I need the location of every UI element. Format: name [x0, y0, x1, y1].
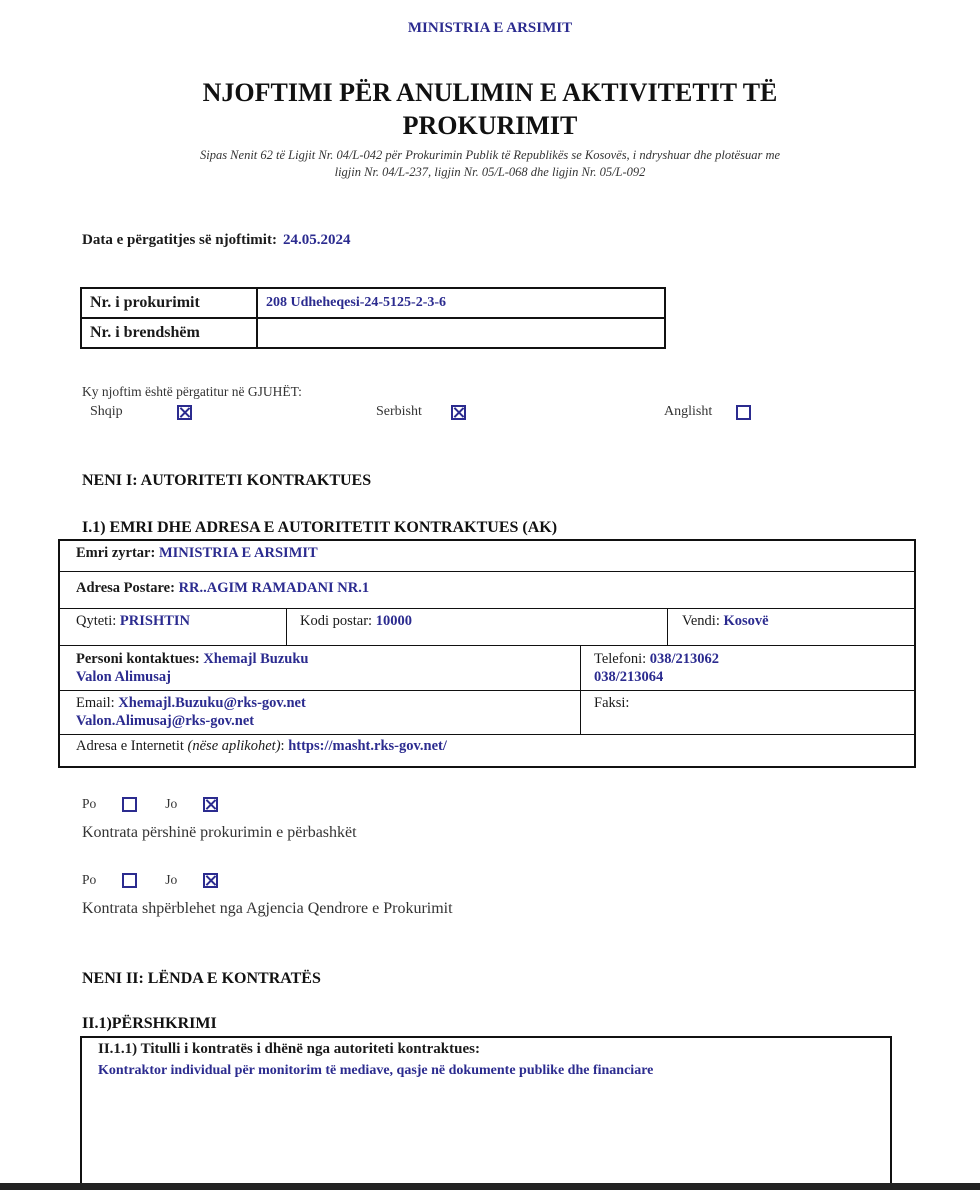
section-1-1-title: I.1) EMRI DHE ADRESA E AUTORITETIT KONTRAKTUES (AK) — [82, 519, 558, 536]
website-label: Adresa e Internetit — [76, 738, 184, 754]
central-po-checkbox[interactable] — [122, 873, 137, 888]
legal-basis-line-1: Sipas Nenit 62 të Ligjit Nr. 04/L-042 për Prokurimin Publik të Republikës se Kosovës, i ndryshuar dhe plotësuar me — [199, 148, 781, 162]
joint-jo-checkbox[interactable] — [203, 797, 218, 812]
contracting-authority-box — [58, 539, 916, 768]
procurement-number-value: 208 Udheheqesi-24-5125-2-3-6 — [257, 288, 665, 318]
country — [682, 613, 769, 630]
contact-row: Personi kontaktues: Xhemajl Buzuku Valon Alimusaj Telefoni: 038/213062 038/213064 — [60, 646, 914, 691]
document-title — [0, 76, 980, 142]
email-label: Email: — [76, 695, 115, 711]
internal-number-label: Nr. i brendshëm — [81, 318, 257, 348]
legal-basis — [80, 147, 900, 181]
language-english-label: Anglisht — [664, 404, 713, 419]
contract-title-label: II.1.1) Titulli i kontratës i dhënë nga autoriteti kontraktues: — [98, 1041, 480, 1057]
official-name-row: Emri zyrtar: MINISTRIA E ARSIMIT — [60, 541, 914, 572]
page-bottom-edge — [0, 1183, 980, 1190]
joint-procurement-options — [82, 796, 218, 812]
language-serbian — [376, 404, 466, 420]
procurement-number-table — [80, 287, 666, 349]
title-line-2: PROKURIMIT — [402, 111, 578, 140]
central-jo-label: Jo — [165, 872, 178, 887]
title-line-1: NJOFTIMI PËR ANULIMIN E AKTIVITETIT TË — [202, 78, 778, 107]
website-row: Adresa e Internetit (nëse aplikohet): https://masht.rks-gov.net/ — [76, 738, 447, 754]
phone-value-2: 038/213064 — [594, 669, 664, 685]
website-value[interactable]: https://masht.rks-gov.net/ — [288, 738, 447, 754]
language-english — [664, 404, 751, 420]
official-name-label: Emri zyrtar — [76, 545, 151, 561]
phone-value-1: 038/213062 — [649, 651, 720, 667]
contact-label: Personi kontaktues — [76, 651, 195, 667]
official-name-value: MINISTRIA E ARSIMIT — [158, 545, 318, 561]
language-albanian-checkbox[interactable] — [177, 405, 192, 420]
preparation-date-value: 24.05.2024 — [282, 232, 351, 248]
contract-title-value: Kontraktor individual për monitorim të mediave, qasje në dokumente publike dhe financiare — [98, 1063, 654, 1078]
city-value: PRISHTIN — [119, 613, 191, 629]
contact-person-1: Xhemajl Buzuku — [203, 651, 309, 667]
language-serbian-checkbox[interactable] — [451, 405, 466, 420]
postal-code-value: 10000 — [375, 613, 412, 629]
language-albanian-label: Shqip — [90, 404, 123, 419]
central-jo-checkbox[interactable] — [203, 873, 218, 888]
section-1-title: NENI I: AUTORITETI KONTRAKTUES — [82, 472, 372, 489]
procurement-number-label: Nr. i prokurimit — [81, 288, 257, 318]
website-note: (nëse aplikohet) — [187, 738, 281, 754]
internal-number-value — [257, 318, 665, 348]
phone-label: Telefoni: — [594, 651, 647, 667]
contract-title-box — [80, 1036, 892, 1190]
language-english-checkbox[interactable] — [736, 405, 751, 420]
email-value-2[interactable]: Valon.Alimusaj@rks-gov.net — [76, 713, 255, 729]
section-2-title: NENI II: LËNDA E KONTRATËS — [82, 970, 321, 987]
email-value-1[interactable]: Xhemajl.Buzuku@rks-gov.net — [118, 695, 306, 711]
central-agency-text: Kontrata shpërblehet nga Agjencia Qendrore e Prokurimit — [82, 900, 453, 917]
country-value: Kosovë — [723, 613, 769, 629]
postal-address-label: Adresa Postare — [76, 580, 171, 596]
ministry-header: MINISTRIA E ARSIMIT — [407, 20, 573, 36]
phone — [594, 650, 719, 686]
preparation-date — [82, 232, 350, 249]
city-row — [60, 609, 914, 646]
joint-po-checkbox[interactable] — [122, 797, 137, 812]
languages-intro: Ky njoftim është përgatitur në GJUHËT: — [82, 384, 302, 399]
language-albanian — [90, 404, 192, 420]
preparation-date-label: Data e përgatitjes së njoftimit: — [82, 232, 277, 248]
legal-basis-line-2: ligjin Nr. 04/L-237, ligjin Nr. 05/L-068 dhe ligjin Nr. 05/L-092 — [334, 165, 646, 179]
joint-po-label: Po — [82, 796, 97, 811]
contact-person-2: Valon Alimusaj — [76, 669, 171, 685]
postal-code — [300, 613, 412, 630]
city-label: Qyteti: — [76, 613, 117, 629]
central-agency-options — [82, 872, 218, 888]
fax-label: Faksi: — [594, 695, 630, 711]
procurement-number-row — [81, 288, 665, 318]
language-serbian-label: Serbisht — [376, 404, 422, 419]
email-row — [60, 691, 914, 735]
postal-code-label: Kodi postar: — [300, 613, 373, 629]
joint-procurement-text: Kontrata përshinë prokurimin e përbashkët — [82, 824, 357, 841]
internal-number-row — [81, 318, 665, 348]
central-po-label: Po — [82, 872, 97, 887]
joint-jo-label: Jo — [165, 796, 178, 811]
postal-address-value: RR..AGIM RAMADANI NR.1 — [178, 580, 370, 596]
country-label: Vendi: — [682, 613, 720, 629]
postal-address-row: Adresa Postare: RR..AGIM RAMADANI NR.1 — [60, 572, 914, 609]
section-2-1-title: II.1)PËRSHKRIMI — [82, 1015, 217, 1032]
